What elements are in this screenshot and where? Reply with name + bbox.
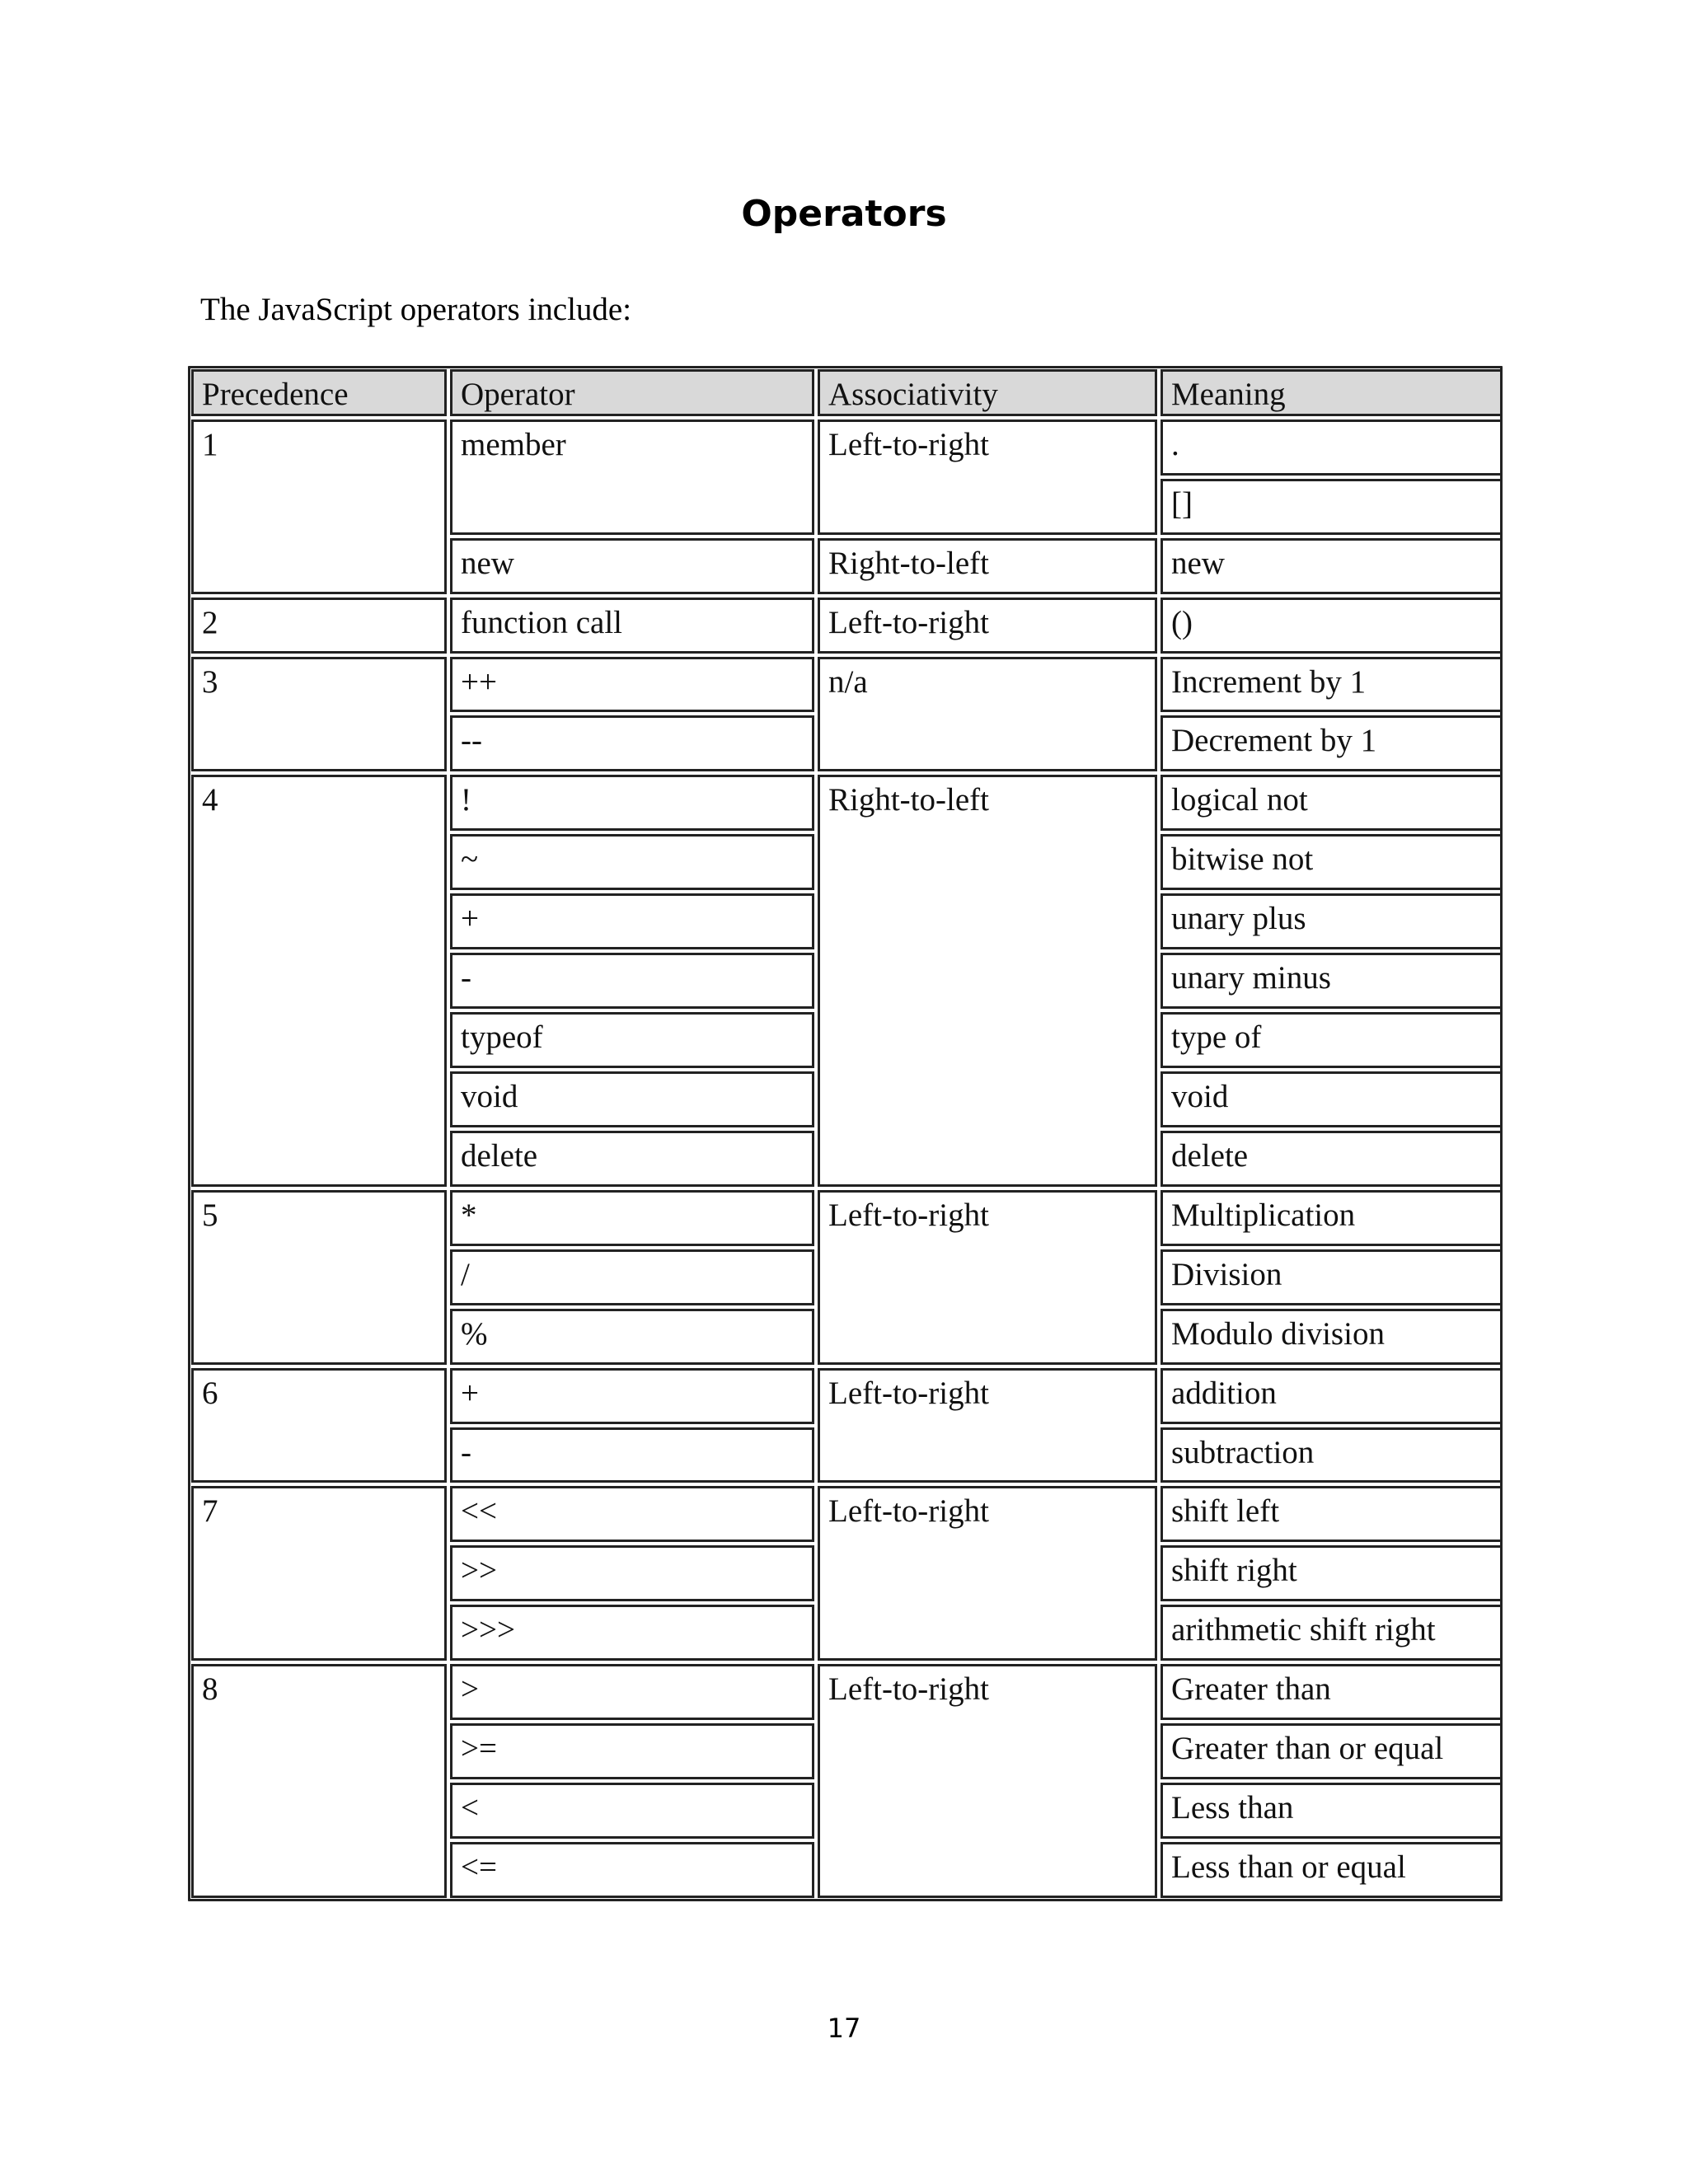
table-cell: Less than <box>1160 1783 1503 1839</box>
table-cell: Left-to-right <box>818 1368 1157 1483</box>
table-cell: n/a <box>818 657 1157 772</box>
table-cell: void <box>1160 1071 1503 1127</box>
table-row <box>191 598 1503 654</box>
table-cell: ! <box>450 775 814 831</box>
header-associativity: Associativity <box>818 369 1157 416</box>
table-cell: new <box>1160 538 1503 594</box>
table-cell: Right-to-left <box>818 538 1157 594</box>
table-cell: 4 <box>191 775 447 1186</box>
table-cell: logical not <box>1160 775 1503 831</box>
header-meaning: Meaning <box>1160 369 1503 416</box>
table-cell: - <box>450 1427 814 1483</box>
table-cell: < <box>450 1783 814 1839</box>
table-cell: shift left <box>1160 1486 1503 1542</box>
table-cell: ~ <box>450 834 814 890</box>
table-cell: type of <box>1160 1012 1503 1068</box>
table-cell: delete <box>450 1131 814 1187</box>
table-row <box>191 1190 1503 1246</box>
table-cell: Division <box>1160 1249 1503 1305</box>
table-cell: / <box>450 1249 814 1305</box>
table-cell: unary plus <box>1160 893 1503 949</box>
table-cell: Modulo division <box>1160 1309 1503 1365</box>
table-cell: Left-to-right <box>818 1190 1157 1365</box>
table-row <box>191 419 1503 476</box>
table-cell: Increment by 1 <box>1160 657 1503 713</box>
table-cell: () <box>1160 598 1503 654</box>
table-cell: 7 <box>191 1486 447 1661</box>
header-operator: Operator <box>450 369 814 416</box>
table-cell: typeof <box>450 1012 814 1068</box>
table-cell: + <box>450 1368 814 1424</box>
table-cell: <= <box>450 1842 814 1898</box>
table-row <box>191 1368 1503 1424</box>
table-row <box>191 775 1503 831</box>
table-cell: Less than or equal <box>1160 1842 1503 1898</box>
table-cell: % <box>450 1309 814 1365</box>
table-cell: . <box>1160 419 1503 476</box>
table-cell: Left-to-right <box>818 1486 1157 1661</box>
table-cell: Right-to-left <box>818 775 1157 1186</box>
table-cell: >> <box>450 1545 814 1601</box>
table-row <box>191 657 1503 713</box>
table-cell: + <box>450 893 814 949</box>
table-cell: 2 <box>191 598 447 654</box>
table-cell: addition <box>1160 1368 1503 1424</box>
header-precedence: Precedence <box>191 369 447 416</box>
table-cell: >>> <box>450 1605 814 1661</box>
table-cell: shift right <box>1160 1545 1503 1601</box>
operators-table <box>188 366 1506 1901</box>
table-cell: bitwise not <box>1160 834 1503 890</box>
table-cell: delete <box>1160 1131 1503 1187</box>
table-body <box>191 419 1503 1898</box>
table-cell: function call <box>450 598 814 654</box>
table-cell: Left-to-right <box>818 419 1157 535</box>
table-cell: Left-to-right <box>818 1664 1157 1898</box>
table-header-row <box>191 369 1503 416</box>
table-cell: Greater than <box>1160 1664 1503 1720</box>
table-cell: unary minus <box>1160 953 1503 1009</box>
page-number: 17 <box>827 2013 861 2044</box>
table-cell: [] <box>1160 479 1503 535</box>
table-cell: ++ <box>450 657 814 713</box>
page-title: Operators <box>741 193 947 235</box>
table-cell: void <box>450 1071 814 1127</box>
table-cell: * <box>450 1190 814 1246</box>
table-row <box>191 1486 1503 1542</box>
table-cell: Multiplication <box>1160 1190 1503 1246</box>
table-cell: 1 <box>191 419 447 594</box>
table-cell: arithmetic shift right <box>1160 1605 1503 1661</box>
table-cell: member <box>450 419 814 535</box>
table-cell: Decrement by 1 <box>1160 715 1503 771</box>
table-cell: 6 <box>191 1368 447 1483</box>
table-row <box>191 1664 1503 1720</box>
table-cell: 3 <box>191 657 447 772</box>
table-cell: 8 <box>191 1664 447 1898</box>
table-cell: subtraction <box>1160 1427 1503 1483</box>
intro-text: The JavaScript operators include: <box>200 292 632 327</box>
table-cell: Greater than or equal <box>1160 1723 1503 1779</box>
table-cell: Left-to-right <box>818 598 1157 654</box>
table-cell: << <box>450 1486 814 1542</box>
table-cell: - <box>450 953 814 1009</box>
table-cell: new <box>450 538 814 594</box>
table-cell: -- <box>450 715 814 771</box>
table-cell: 5 <box>191 1190 447 1365</box>
table-cell: > <box>450 1664 814 1720</box>
table-cell: >= <box>450 1723 814 1779</box>
